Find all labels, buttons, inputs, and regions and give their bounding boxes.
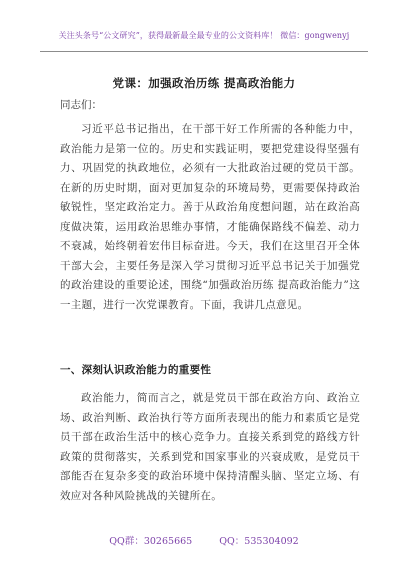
body-paragraph: 政治能力，简而言之，就是党员干部在政治方向、政治立场、政治判断、政治执行等方面所表现出的能力和素质它是党员干部在政治生活中的核心竞争力。直接关系到党的路线方针政策的贯彻落实，关系到党和国家事业的兴衰成败，是党员干部能否在复杂多变的政治环境中保持清醒头脑、坚定立场、有效应对各种风险挑战的关键所在。	[60, 392, 360, 502]
document-title: 党课：加强政治历练 提高政治能力	[112, 76, 296, 90]
section-heading: 一、深刻认识政治能力的重要性	[60, 364, 212, 376]
footer-qq: QQ：535304092	[219, 536, 299, 547]
header-divider	[40, 51, 368, 52]
body-paragraph: 习近平总书记指出，在干部干好工作所需的各种能力中，政治能力是第一位的。历史和实践证明，要把党建设得坚强有力、巩固党的执政地位，必须有一大批政治过硬的党员干部。在新的历史时期，面对更加复杂的环境局势，更需要保持政治敏锐性，坚定政治定力。善于从政治角度想问题，站在政治高度做决策，运用政治思维办事情，才能确保路线不偏差、动力不衰减，始终朝着宏伟目标奋进。今天，我们在这里召开全体干部大会，主要任务是深入学习贯彻习近平总书记关于加强党的政治建设的重要论述，围绕“加强政治历练 提高政治能力”这一主题，进行一次党课教育。下面，我讲几点意见。	[60, 123, 360, 311]
footer-contact	[0, 533, 408, 547]
footer-qq-group: QQ群：30265665	[109, 536, 193, 547]
salutation: 同志们：	[60, 99, 102, 111]
header-note: 关注头条号“公文研究”，获得最新最全最专业的公文资料库！ 微信：gongwenyj	[58, 31, 350, 40]
